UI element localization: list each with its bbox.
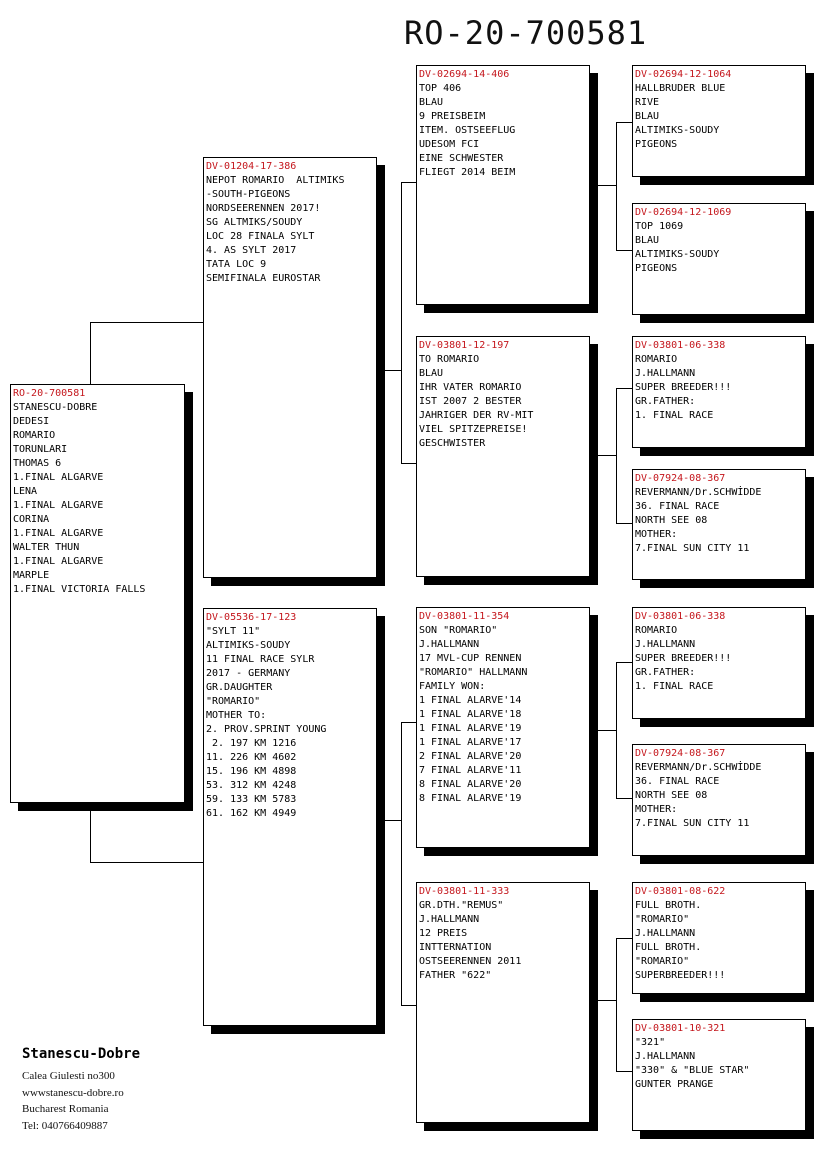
pedigree-line: GR.DTH."REMUS": [419, 900, 504, 911]
pedigree-line: FULL BROTH.: [635, 942, 702, 953]
pedigree-line: GESCHWISTER: [419, 438, 486, 449]
pedigree-line: "ROMARIO": [206, 696, 261, 707]
breeder-city: Bucharest Romania: [22, 1103, 109, 1115]
breeder-address: Calea Giulesti no300: [22, 1070, 115, 1082]
connector-line: [616, 662, 632, 663]
connector-line: [616, 122, 632, 123]
pedigree-line: ROMARIO: [635, 354, 678, 365]
pedigree-line: TOP 1069: [635, 221, 684, 232]
pedigree-line: "321": [635, 1037, 666, 1048]
pedigree-line: HALLBRUDER BLUE: [635, 83, 726, 94]
pedigree-line: "ROMARIO": [635, 956, 690, 967]
pedigree-line: SEMIFINALA EUROSTAR: [206, 273, 321, 284]
pedigree-box-dam-sire: [416, 607, 590, 848]
connector-line: [616, 662, 617, 799]
pedigree-line: SON "ROMARIO": [419, 625, 498, 636]
connector-line: [90, 802, 91, 863]
pedigree-line: 61. 162 KM 4949: [206, 808, 297, 819]
pedigree-line: FATHER "622": [419, 970, 492, 981]
pedigree-line: 9 PREISBEIM: [419, 111, 486, 122]
connector-line: [598, 730, 616, 731]
pedigree-line: 11. 226 KM 4602: [206, 752, 297, 763]
pedigree-line: 1 FINAL ALARVE'14: [419, 695, 522, 706]
pedigree-line: 12 PREIS: [419, 928, 468, 939]
pedigree-line: BLAU: [635, 235, 660, 246]
pedigree-line: 1.FINAL ALGARVE: [13, 500, 104, 511]
pedigree-line: MOTHER:: [635, 529, 678, 540]
pedigree-line: 59. 133 KM 5783: [206, 794, 297, 805]
pedigree-line: IHR VATER ROMARIO: [419, 382, 522, 393]
pedigree-line: PIGEONS: [635, 263, 678, 274]
pedigree-line: "ROMARIO" HALLMANN: [419, 667, 528, 678]
ring-number: DV-01204-17-386: [206, 161, 297, 172]
pedigree-box-sire-dam-sire: [632, 336, 806, 448]
pedigree-box-sire-dam: [416, 336, 590, 577]
pedigree-line: GR.FATHER:: [635, 396, 696, 407]
connector-line: [401, 463, 417, 464]
pedigree-line: 8 FINAL ALARVE'19: [419, 793, 522, 804]
pedigree-line: TATA LOC 9: [206, 259, 267, 270]
connector-line: [616, 938, 632, 939]
pedigree-line: "SYLT 11": [206, 626, 261, 637]
pedigree-box-dam-dam-dam: [632, 1019, 806, 1131]
pedigree-line: LOC 28 FINALA SYLT: [206, 231, 315, 242]
ring-number: DV-07924-08-367: [635, 473, 726, 484]
pedigree-line: 1. FINAL RACE: [635, 410, 714, 421]
pedigree-line: GUNTER PRANGE: [635, 1079, 714, 1090]
pedigree-box-sire-dam-dam: [632, 469, 806, 580]
ring-number: RO-20-700581: [13, 388, 86, 399]
pedigree-line: 1.FINAL VICTORIA FALLS: [13, 584, 146, 595]
ring-number: DV-02694-12-1064: [635, 69, 732, 80]
pedigree-line: IST 2007 2 BESTER: [419, 396, 522, 407]
connector-line: [616, 250, 632, 251]
connector-line: [616, 122, 617, 251]
pedigree-line: BLAU: [635, 111, 660, 122]
pedigree-line: EINE SCHWESTER: [419, 153, 504, 164]
ring-number: DV-03801-10-321: [635, 1023, 726, 1034]
pedigree-line: "330" & "BLUE STAR": [635, 1065, 750, 1076]
connector-line: [384, 820, 402, 821]
pedigree-line: SUPER BREEDER!!!: [635, 653, 732, 664]
pedigree-line: 1.FINAL ALGARVE: [13, 528, 104, 539]
connector-line: [401, 182, 417, 183]
ring-number: DV-07924-08-367: [635, 748, 726, 759]
breeder-name: Stanescu-Dobre: [22, 1046, 141, 1062]
connector-line: [90, 322, 91, 384]
pedigree-line: PIGEONS: [635, 139, 678, 150]
breeder-phone: Tel: 040766409887: [22, 1119, 108, 1132]
connector-line: [616, 938, 617, 1072]
breeder-website: wwwstanescu-dobre.ro: [22, 1086, 124, 1099]
pedigree-line: GR.FATHER:: [635, 667, 696, 678]
ring-number: DV-03801-12-197: [419, 340, 510, 351]
pedigree-line: THOMAS 6: [13, 458, 62, 469]
pedigree-line: 7.FINAL SUN CITY 11: [635, 543, 750, 554]
connector-line: [598, 1000, 616, 1001]
pedigree-line: 53. 312 KM 4248: [206, 780, 297, 791]
ring-number: DV-03801-11-354: [419, 611, 510, 622]
breeder-contact: [22, 1046, 140, 1134]
pedigree-line: ROMARIO: [13, 430, 56, 441]
pedigree-line: TOP 406: [419, 83, 462, 94]
pedigree-box-sire-sire: [416, 65, 590, 305]
pedigree-box-dam-sire-dam: [632, 744, 806, 856]
pedigree-line: 1 FINAL ALARVE'18: [419, 709, 522, 720]
connector-line: [401, 182, 402, 464]
pedigree-line: ALTIMIKS-SOUDY: [635, 125, 720, 136]
pedigree-box-dam-dam-sire: [632, 882, 806, 994]
ring-number: DV-03801-06-338: [635, 611, 726, 622]
pedigree-line: 1. FINAL RACE: [635, 681, 714, 692]
pedigree-box-sire: [203, 157, 377, 578]
connector-line: [616, 1071, 632, 1072]
pedigree-line: INTTERNATION: [419, 942, 492, 953]
pedigree-line: 1 FINAL ALARVE'19: [419, 723, 522, 734]
pedigree-line: 1.FINAL ALGARVE: [13, 472, 104, 483]
pedigree-line: TORUNLARI: [13, 444, 68, 455]
pedigree-line: ALTIMIKS-SOUDY: [206, 640, 291, 651]
pedigree-line: 2017 - GERMANY: [206, 668, 291, 679]
pedigree-line: J.HALLMANN: [635, 368, 696, 379]
pedigree-line: OSTSEERENNEN 2011: [419, 956, 522, 967]
connector-line: [616, 388, 632, 389]
pedigree-box-subject: [10, 384, 185, 803]
pedigree-line: -SOUTH-PIGEONS: [206, 189, 291, 200]
pedigree-line: NORTH SEE 08: [635, 515, 708, 526]
connector-line: [401, 722, 417, 723]
pedigree-line: CORINA: [13, 514, 50, 525]
pedigree-line: STANESCU-DOBRE: [13, 402, 98, 413]
connector-line: [616, 388, 617, 524]
pedigree-line: 2. PROV.SPRINT YOUNG: [206, 724, 327, 735]
connector-line: [401, 1005, 417, 1006]
ring-number: DV-03801-11-333: [419, 886, 510, 897]
pedigree-line: VIEL SPITZEPREISE!: [419, 424, 528, 435]
pedigree-line: 2. 197 KM 1216: [206, 738, 297, 749]
pedigree-line: SG ALTMIKS/SOUDY: [206, 217, 303, 228]
ring-number: DV-03801-08-622: [635, 886, 726, 897]
pedigree-line: J.HALLMANN: [635, 1051, 696, 1062]
pedigree-line: BLAU: [419, 97, 444, 108]
pedigree-line: LENA: [13, 486, 38, 497]
connector-line: [598, 455, 616, 456]
pedigree-line: REVERMANN/Dr.SCHWİDDE: [635, 487, 762, 498]
pedigree-line: 1.FINAL ALGARVE: [13, 556, 104, 567]
pedigree-line: 2 FINAL ALARVE'20: [419, 751, 522, 762]
pedigree-line: J.HALLMANN: [635, 928, 696, 939]
ring-number: DV-03801-06-338: [635, 340, 726, 351]
pedigree-line: TO ROMARIO: [419, 354, 480, 365]
pedigree-line: MARPLE: [13, 570, 50, 581]
pedigree-line: ITEM. OSTSEEFLUG: [419, 125, 516, 136]
pedigree-line: 17 MVL-CUP RENNEN: [419, 653, 522, 664]
connector-line: [384, 370, 402, 371]
pedigree-box-sire-sire-sire: [632, 65, 806, 177]
pedigree-line: 11 FINAL RACE SYLR: [206, 654, 315, 665]
pedigree-line: "ROMARIO": [635, 914, 690, 925]
connector-line: [90, 322, 204, 323]
pedigree-line: MOTHER TO:: [206, 710, 267, 721]
pedigree-line: NORDSEERENNEN 2017!: [206, 203, 321, 214]
pedigree-line: ALTIMIKS-SOUDY: [635, 249, 720, 260]
connector-line: [616, 798, 632, 799]
pedigree-line: REVERMANN/Dr.SCHWİDDE: [635, 762, 762, 773]
pedigree-line: SUPER BREEDER!!!: [635, 382, 732, 393]
pedigree-line: 7 FINAL ALARVE'11: [419, 765, 522, 776]
page-title: RO-20-700581: [404, 14, 648, 52]
connector-line: [90, 862, 204, 863]
pedigree-line: FULL BROTH.: [635, 900, 702, 911]
pedigree-line: 36. FINAL RACE: [635, 501, 720, 512]
pedigree-line: J.HALLMANN: [419, 639, 480, 650]
pedigree-line: FLIEGT 2014 BEIM: [419, 167, 516, 178]
pedigree-line: 4. AS SYLT 2017: [206, 245, 297, 256]
pedigree-box-dam-sire-sire: [632, 607, 806, 719]
ring-number: DV-05536-17-123: [206, 612, 297, 623]
pedigree-line: GR.DAUGHTER: [206, 682, 273, 693]
pedigree-line: NEPOT ROMARIO ALTIMIKS: [206, 175, 345, 186]
pedigree-line: 1 FINAL ALARVE'17: [419, 737, 522, 748]
pedigree-box-dam: [203, 608, 377, 1026]
pedigree-line: J.HALLMANN: [419, 914, 480, 925]
pedigree-line: NORTH SEE 08: [635, 790, 708, 801]
pedigree-line: 7.FINAL SUN CITY 11: [635, 818, 750, 829]
pedigree-box-sire-sire-dam: [632, 203, 806, 315]
pedigree-line: J.HALLMANN: [635, 639, 696, 650]
pedigree-line: DEDESI: [13, 416, 50, 427]
pedigree-line: 15. 196 KM 4898: [206, 766, 297, 777]
pedigree-line: FAMILY WON:: [419, 681, 486, 692]
connector-line: [616, 523, 632, 524]
pedigree-box-dam-dam: [416, 882, 590, 1123]
pedigree-line: WALTER THUN: [13, 542, 80, 553]
pedigree-line: 8 FINAL ALARVE'20: [419, 779, 522, 790]
connector-line: [401, 722, 402, 1006]
pedigree-line: ROMARIO: [635, 625, 678, 636]
pedigree-line: MOTHER:: [635, 804, 678, 815]
ring-number: DV-02694-12-1069: [635, 207, 732, 218]
pedigree-line: UDESOM FCI: [419, 139, 480, 150]
pedigree-line: BLAU: [419, 368, 444, 379]
pedigree-line: SUPERBREEDER!!!: [635, 970, 726, 981]
connector-line: [598, 185, 616, 186]
pedigree-line: 36. FINAL RACE: [635, 776, 720, 787]
pedigree-line: JAHRIGER DER RV-MIT: [419, 410, 534, 421]
ring-number: DV-02694-14-406: [419, 69, 510, 80]
pedigree-line: RIVE: [635, 97, 660, 108]
